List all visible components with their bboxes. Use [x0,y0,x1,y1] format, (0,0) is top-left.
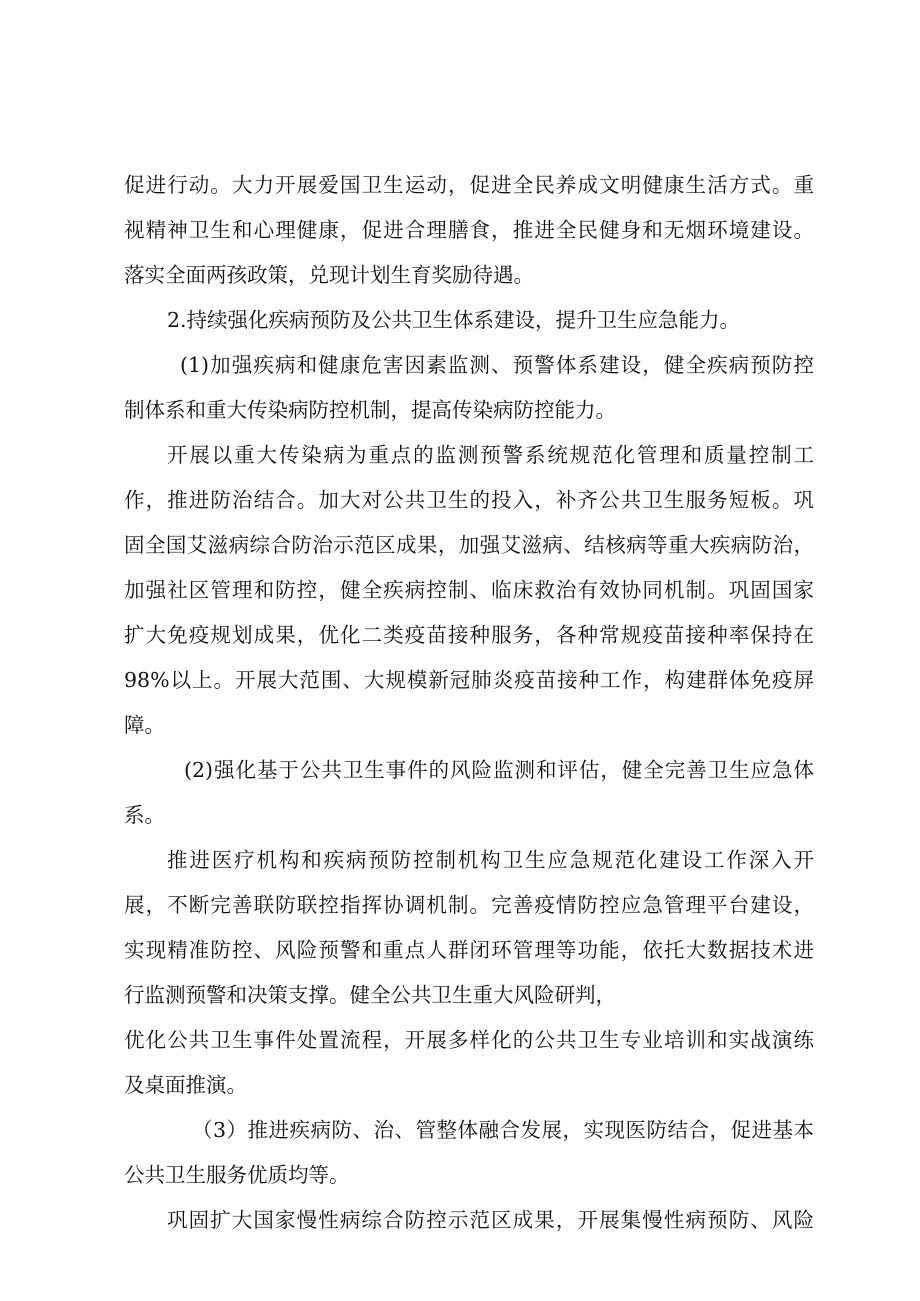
text-line: 作，推进防治结合。加大对公共卫生的投入，补齐公共卫生服务短板。巩 [124,488,814,512]
text-line: 加强社区管理和防控，健全疾病控制、临床救治有效协同机制。巩固国家 [124,578,814,602]
text-line: 视精神卫生和心理健康，促进合理膳食，推进全民健身和无烟环境建设。 [124,218,814,242]
text-line: 制体系和重大传染病防控机制，提高传染病防控能力。 [124,398,616,422]
text-line: 促进行动。大力开展爱国卫生运动，促进全民养成文明健康生活方式。重 [124,173,814,197]
text-line: 实现精准防控、风险预警和重点人群闭环管理等功能，依托大数据技术进 [124,938,814,962]
text-line: 优化公共卫生事件处置流程，开展多样化的公共卫生专业培训和实战演练 [124,1028,814,1052]
subsection-heading: （3）推进疾病防、治、管整体融合发展，实现医防结合，促进基本 [192,1118,814,1142]
text-line: 推进医疗机构和疾病预防控制机构卫生应急规范化建设工作深入开 [167,848,814,872]
text-line: 行监测预警和决策支撑。健全公共卫生重大风险研判， [124,983,616,1007]
text-line: 公共卫生服务优质均等。 [124,1163,350,1187]
text-line: 巩固扩大国家慢性病综合防控示范区成果，开展集慢性病预防、风险 [167,1208,814,1232]
text-line: 98%以上。开展大范围、大规模新冠肺炎疫苗接种工作，构建群体免疫屏 [124,668,814,692]
section-heading: 2.持续强化疾病预防及公共卫生体系建设，提升卫生应急能力。 [167,308,741,332]
text-line: 及桌面推演。 [124,1073,247,1097]
text-line: 开展以重大传染病为重点的监测预警系统规范化管理和质量控制工 [167,443,814,467]
text-line: 系。 [124,803,165,827]
subsection-heading: (1)加强疾病和健康危害因素监测、预警体系建设，健全疾病预防控 [180,353,814,377]
subsection-heading: (2)强化基于公共卫生事件的风险监测和评估，健全完善卫生应急体 [184,758,814,782]
text-line: 固全国艾滋病综合防治示范区成果，加强艾滋病、结核病等重大疾病防治， [124,533,814,557]
text-line: 障。 [124,713,165,737]
text-line: 落实全面两孩政策，兑现计划生育奖励待遇。 [124,263,534,287]
text-line: 展，不断完善联防联控指挥协调机制。完善疫情防控应急管理平台建设， [124,893,814,917]
text-line: 扩大免疫规划成果，优化二类疫苗接种服务，各种常规疫苗接种率保持在 [124,623,814,647]
